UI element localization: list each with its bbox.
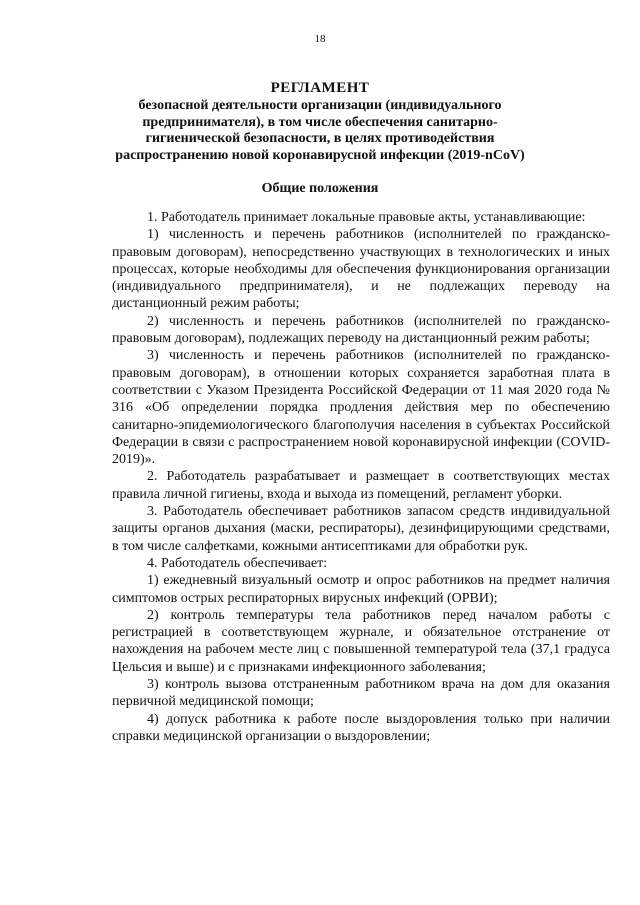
page-number: 18 (314, 33, 326, 45)
paragraph-1-item-1: 1) численность и перечень работников (исполнителей по гражданско-правовым договорам), непосредственно участвующих в технологических и иных процессах, которые необходимы для обеспечения функционирования организации (индивидуального предпринимателя), и не подлежащих переводу на дистанционный режим работы; (112, 227, 610, 312)
paragraph-4-item-4: 4) допуск работника к работе после выздоровления только при наличии справки медицинской организации о выздоровлении; (112, 711, 610, 744)
paragraph-4-item-3: 3) контроль вызова отстраненным работником врача на дом для оказания первичной медицинской помощи; (112, 677, 610, 710)
body-text (112, 209, 610, 745)
paragraph-1: 1. Работодатель принимает локальные правовые акты, устанавливающие: (147, 210, 586, 225)
paragraph-4: 4. Работодатель обеспечивает: (147, 555, 328, 571)
paragraph-1-item-2: 2) численность и перечень работников (исполнителей по гражданско-правовым договорам), подлежащих переводу на дистанционный режим работы; (112, 313, 610, 347)
paragraph-1-item-3: 3) численность и перечень работников (исполнителей по гражданско-правовым договорам), в отношении которых сохраняется заработная плата в соответствии с Указом Президента Российской Федерации от 11 мая 2020 года № 316 «Об определении порядка продления действия мер по обеспечению санитарно-эпидемиологического благополучия населения в субъектах Российской Федерации в связи с распространением новой коронавирусной инфекции (COVID-2019)». (112, 348, 610, 468)
section-heading: Общие положения (261, 181, 379, 196)
document-title: РЕГЛАМЕНТ (270, 80, 370, 96)
paragraph-3: 3. Работодатель обеспечивает работников запасом средств индивидуальной защиты органов дыхания (маски, респираторы), дезинфицирующими средствами, в том числе салфетками, кожными антисептиками для обработки рук. (112, 504, 610, 554)
document-subtitle: безопасной деятельности организации (индивидуального предпринимателя), в том числе обеспечения санитарно-гигиенической безопасности, в целях противодействия распространению новой коронавирусной инфекции (2019-nCoV) (115, 98, 525, 163)
title-block (100, 80, 540, 164)
paragraph-4-item-1: 1) ежедневный визуальный осмотр и опрос работников на предмет наличия симптомов острых респираторных вирусных инфекций (ОРВИ); (112, 573, 610, 606)
paragraph-4-item-2: 2) контроль температуры тела работников перед началом работы с регистрацией в соответствующем журнале, и обязательное отстранение от нахождения на рабочем месте лиц с повышенной температурой тела (37,1 градуса Цельсия и выше) и с признаками инфекционного заболевания; (112, 607, 610, 675)
paragraph-2: 2. Работодатель разрабатывает и размещает в соответствующих местах правила личной гигиены, входа и выхода из помещений, регламент уборки. (112, 469, 610, 502)
